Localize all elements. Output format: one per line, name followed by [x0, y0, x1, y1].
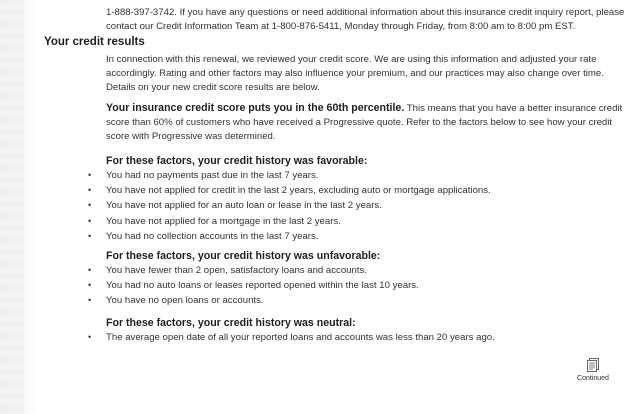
list-item: • You have no open loans or accounts.	[106, 293, 419, 308]
list-item: • You have not applied for a mortgage in the last 2 years.	[106, 214, 491, 229]
percentile-explanation: This means that you have a better insurance credit score than 60% of customers who have received a Progressive quote. Refer to the factors below to see how your credit score with Progressive was determined.	[106, 103, 623, 142]
percentile-paragraph	[106, 101, 626, 144]
favorable-factors-title: For these factors, your credit history was favorable:	[106, 155, 368, 167]
neutral-factors-title: For these factors, your credit history was neutral:	[106, 317, 356, 329]
unfavorable-factors-title: For these factors, your credit history was unfavorable:	[106, 250, 381, 262]
list-item: • The average open date of all your reported loans and accounts was less than 20 years ago.	[106, 330, 495, 345]
list-item: • You have fewer than 2 open, satisfactory loans and accounts.	[106, 263, 419, 278]
list-item: • You had no collection accounts in the last 7 years.	[106, 229, 491, 244]
list-item: • You have not applied for credit in the last 2 years, excluding auto or mortgage applications.	[106, 183, 491, 198]
percentile-lead: Your insurance credit score puts you in the 60th percentile.	[106, 102, 405, 114]
continued-label: Continued	[577, 375, 609, 382]
favorable-factors-list	[106, 168, 491, 244]
list-item: • You have not applied for an auto loan or lease in the last 2 years.	[106, 198, 491, 213]
neutral-factors-list	[106, 330, 495, 345]
unfavorable-factors-list	[106, 263, 419, 309]
list-item: • You had no payments past due in the last 7 years.	[106, 168, 491, 183]
document-pages-icon	[586, 358, 600, 374]
credit-review-paragraph: In connection with this renewal, we reviewed your credit score. We are using this information and adjusted your rate accordingly. Rating and other factors may also influence your premium, and our practices may also change over time. Details on your new credit score results are below.	[106, 54, 604, 93]
intro-paragraph: 1-888-397-3742. If you have any questions or need additional information about this insurance credit inquiry report, please contact our Credit Information Team at 1-800-876-5411, Monday through Friday, from 8:00 am to 8:00 pm EST.	[106, 6, 625, 32]
continued-marker	[568, 358, 618, 382]
section-heading: Your credit results	[44, 36, 145, 48]
scan-margin	[0, 0, 24, 414]
list-item: • You had no auto loans or leases reported opened within the last 10 years.	[106, 278, 419, 293]
